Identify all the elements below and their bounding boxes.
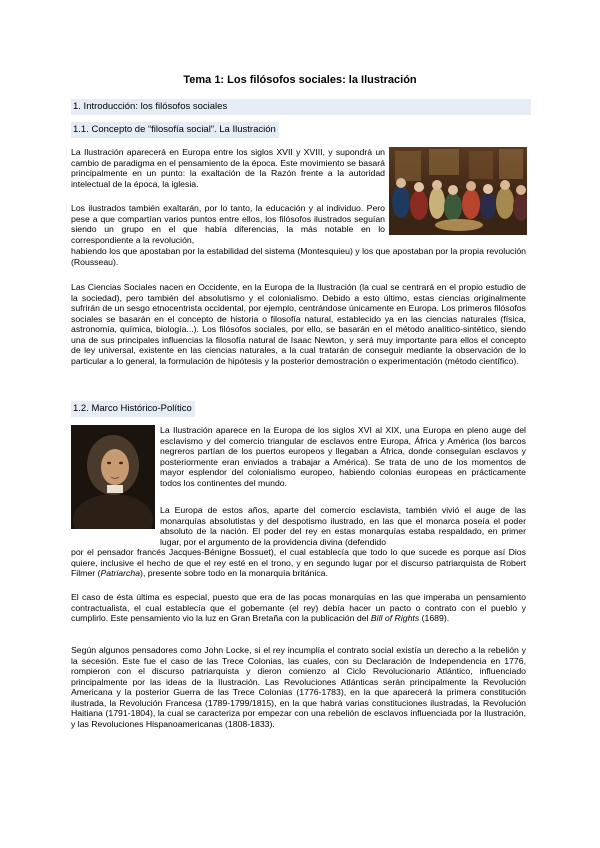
paragraph-marco-europa: La Ilustración aparece en la Europa de los siglos XVI al XIX, una Europa en pleno auge del esclavismo y del comercio triangular de esclavos entre Europa, África y América (los barcos negreros partían de los puertos europeos y llegaban a África, donde conseguían esclavos y posteriormente eran enviados a trabajar a América). Se trata de uno de los momentos de mayor esplendor del colonialismo europeo, habiendo colonias europeas en prácticamente todos los continentes del mundo. [160,425,526,488]
paragraph-caso-britanico [71,592,526,624]
section-heading-concept: 1.1. Concepto de “filosofía social”. La Ilustración [71,122,279,138]
bill-of-rights-title: Bill of Rights [370,613,420,623]
section-heading-intro: 1. Introducción: los filósofos sociales [71,99,531,115]
caso-text-1: El caso de ésta última es especial, puesto que era de las pocas monarquías en las que imperaba un pensamiento contractualista, el cual establecía que el gobernante (el rey) debía hacer un pacto o contrato con el pueblo y cumplirlo. Este pensamiento vio la luz en Gran Bretaña con la publicación del [71,592,526,623]
paragraph-monarquias-b [71,547,526,579]
paragraph-ilustrados-b: habiendo los que apostaban por la estabilidad del sistema (Montesquieu) y los que apostaban por la propia revolución (Rousseau). [71,246,526,267]
caso-text-2: (1689). [419,613,450,623]
monarquias-text-2: ), presente sobre todo en la monarquía británica. [140,568,328,578]
page-title: Tema 1: Los filósofos sociales: la Ilustración [183,74,417,86]
paragraph-ciencias-sociales: Las Ciencias Sociales nacen en Occidente, en la Europa de la Ilustración (la cual se centrará en el propio estudio de la sociedad), pero también del absolutismo y el colonialismo. Debido a esto último, estas ciencias originalmente sufrirán de un sesgo etnocentrista occidental, por ejemplo, centrándose únicamente en Europa. Los primeros filósofos sociales se basarán en el concepto de historia o filosofía natural, establecido ya en las ciencias naturales (física, astronomía, química, biología...). Los filósofos sociales, por ello, se basarán en el método analítico-sintético, siendo una de sus principales influencias la filosofía natural de Isaac Newton, y será muy importante para ellos el concepto de ley universal, existente en las ciencias naturales, a la cual tratarán de conseguir mediante la observación de lo particular a lo general, la formulación de hipótesis y la posterior demostración o experimentación (método científico). [71,282,526,366]
paragraph-monarquias-a: La Europa de estos años, aparte del comercio esclavista, también vivió el auge de las monarquías absolutistas y del despotismo ilustrado, en las que el monarca poseía el poder absoluto de la nación. El poder del rey en estas monarquías estaba respaldado, en primer lugar, por el argumento de la providencia divina (defendido [160,505,526,547]
paragraph-ilustrados-a: Los ilustrados también exaltarán, por lo tanto, la educación y al individuo. Pero pese a que compartían varios puntos entre ellos, los filósofos ilustrados seguían siendo un grupo en el que había diferencias, la más notable en lo correspondiente a la revolución, [71,203,385,245]
patriarcha-title: Patriarcha [100,568,141,578]
section-heading-marco: 1.2. Marco Histórico-Político [71,401,195,417]
newton-portrait-image [71,425,155,529]
paragraph-revoluciones: Según algunos pensadores como John Locke, si el rey incumplía el contrato social existía un derecho a la rebelión y la secesión. Este fue el caso de las Trece Colonias, las cuales, con su Declaración de Independencia en 1776, rompieron con el discurso patriarquista y dieron comienzo al Ciclo Revolucionario Atlántico, influenciado principalmente por las ideas de la Ilustración. Las Revoluciones Atlánticas serán principalmente la Revolución Americana y la posterior Guerra de las Trece Colonias (1776-1783), en la que aparecerá la primera constitución ilustrada, la Revolución Francesa (1789-1799/1815), en la que habrá varias constituciones ilustradas, la Revolución Haitiana (1791-1804), la cual se caracteriza por empezar con una rebelión de esclavos influenciada por la Ilustración, y las Revoluciones Hispanoamericanas (1808-1833). [71,645,526,729]
monarquias-text-1: por el pensador francés Jacques-Bénigne Bossuet), el cual establecía que todo lo que sucede es porque así Dios quiere, inclusive el hecho de que el rey esté en el trono, y en segundo lugar por el discurso patriarquista de Robert Filmer ( [71,547,526,578]
paragraph-ilustracion-intro: La Ilustración aparecerá en Europa entre los siglos XVII y XVIII, y supondrá un cambio de paradigma en el pensamiento de la época. Este movimiento se basará principalmente en un punto: la exaltación de la Razón frente a la autoridad intelectual de la época, la iglesia. [71,147,385,189]
salon-painting-image [389,147,527,235]
